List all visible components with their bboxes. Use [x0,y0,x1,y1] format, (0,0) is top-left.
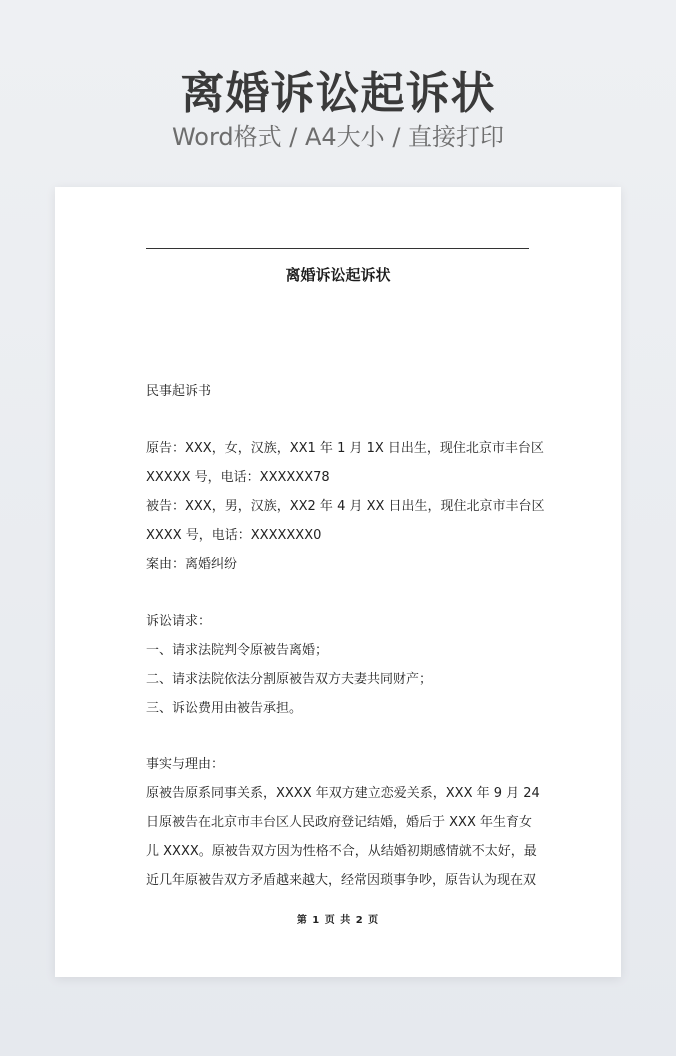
facts-line: 原被告原系同事关系，XXXX 年双方建立恋爱关系，XXX 年 9 月 24 [146,786,540,801]
facts-line: 日原被告在北京市丰台区人民政府登记结婚，婚后于 XXX 年生育女 [146,815,532,830]
doc-type: 民事起诉书 [146,384,212,399]
banner-subtitle: Word格式 / A4大小 / 直接打印 [171,123,505,151]
claim-item: 一、请求法院判令原被告离婚； [146,643,329,658]
plaintiff-line-1: 原告：XXX，女，汉族，XX1 年 1 月 1X 日出生，现住北京市丰台区 [146,441,544,456]
case-cause: 案由：离婚纠纷 [146,557,238,572]
facts-line: 近几年原被告双方矛盾越来越大，经常因琐事争吵，原告认为现在双 [146,873,537,888]
plaintiff-line-2: XXXXX 号，电话：XXXXXX78 [146,470,330,485]
claims-heading: 诉讼请求： [146,614,212,629]
document-page [55,187,621,977]
defendant-line-1: 被告：XXX，男，汉族，XX2 年 4 月 XX 日出生，现住北京市丰台区 [146,499,545,514]
claim-item: 三、诉讼费用由被告承担。 [146,701,303,716]
page-footer: 第 1 页 共 2 页 [296,915,380,926]
document-title: 离婚诉讼起诉状 [285,266,391,284]
facts-heading: 事实与理由： [146,757,225,772]
defendant-line-2: XXXX 号，电话：XXXXXXX0 [146,528,322,543]
claim-item: 二、请求法院依法分割原被告双方夫妻共同财产； [146,672,433,687]
header-rule [146,248,529,249]
facts-line: 儿 XXXX。原被告双方因为性格不合，从结婚初期感情就不太好，最 [146,844,537,859]
banner-title: 离婚诉讼起诉状 [180,68,496,119]
